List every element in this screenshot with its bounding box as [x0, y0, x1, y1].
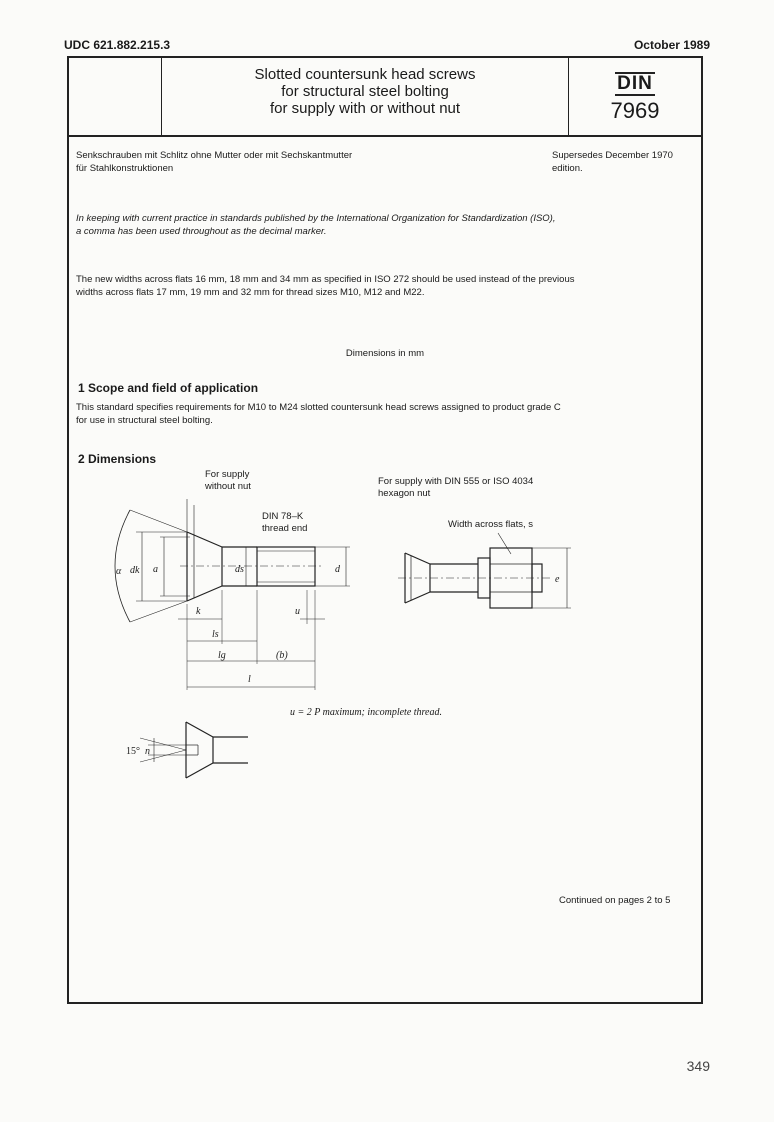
label-line: without nut	[205, 481, 251, 492]
title-line: for structural steel bolting	[281, 83, 449, 100]
dim-e: e	[555, 574, 560, 585]
dim-k: k	[196, 606, 201, 617]
continued-note: Continued on pages 2 to 5	[559, 895, 671, 906]
issue-date: October 1989	[633, 38, 710, 52]
dim-dk: dk	[130, 565, 140, 576]
page-number: 349	[686, 1058, 710, 1074]
section1-line: This standard specifies requirements for M10 to M24 slotted countersunk head screws assigned to product grade C	[76, 402, 561, 413]
dim-ds: ds	[235, 564, 244, 575]
title-line: Slotted countersunk head screws	[254, 66, 476, 83]
label-line: For supply with DIN 555 or ISO 4034	[378, 476, 534, 487]
german-title-line: für Stahlkonstruktionen	[76, 163, 174, 174]
dimensions-unit: Dimensions in mm	[345, 348, 425, 359]
section1-heading: 1 Scope and field of application	[78, 381, 259, 395]
dim-l: l	[248, 674, 251, 685]
dim-alpha: α	[116, 566, 122, 577]
iso-note-line: In keeping with current practice in standards published by the International Organization for Standardization (ISO),	[76, 213, 556, 224]
screw-drawing-with-nut	[398, 533, 571, 608]
dim-n: n	[145, 746, 150, 757]
section1-line: for use in structural steel bolting.	[76, 415, 213, 426]
slot-detail-drawing	[140, 722, 248, 778]
dim-ls: ls	[212, 629, 219, 640]
label-line: DIN 78–K	[262, 511, 304, 522]
label-line: For supply	[205, 469, 250, 480]
section2-heading: 2 Dimensions	[78, 452, 157, 466]
german-title-line: Senkschrauben mit Schlitz ohne Mutter oder mit Sechskantmutter	[76, 150, 353, 161]
supersedes-line: edition.	[552, 163, 583, 174]
din-logo: DIN	[617, 73, 653, 94]
dim-angle: 15°	[126, 746, 140, 757]
dim-u: u	[295, 606, 300, 617]
widths-note-line: widths across flats 17 mm, 19 mm and 32 mm for thread sizes M10, M12 and M22.	[76, 287, 425, 298]
dim-d: d	[335, 564, 340, 575]
widths-note-line: The new widths across flats 16 mm, 18 mm and 34 mm as specified in ISO 272 should be used instead of the previous	[76, 274, 575, 285]
label-line: hexagon nut	[378, 488, 431, 499]
width-across-flats-label: Width across flats, s	[448, 519, 533, 530]
title-line: for supply with or without nut	[269, 100, 461, 117]
udc-code: UDC 621.882.215.3	[64, 38, 171, 52]
figure-caption: u = 2 P maximum; incomplete thread.	[290, 707, 442, 718]
din-number: 7969	[610, 98, 660, 123]
dim-b: (b)	[276, 650, 288, 661]
iso-note-line: a comma has been used throughout as the decimal marker.	[76, 226, 327, 237]
supersedes-line: Supersedes December 1970	[552, 150, 673, 161]
dim-a: a	[153, 564, 158, 575]
label-line: thread end	[262, 523, 308, 534]
dim-lg: lg	[218, 650, 226, 661]
screw-drawing-without-nut	[115, 499, 350, 690]
